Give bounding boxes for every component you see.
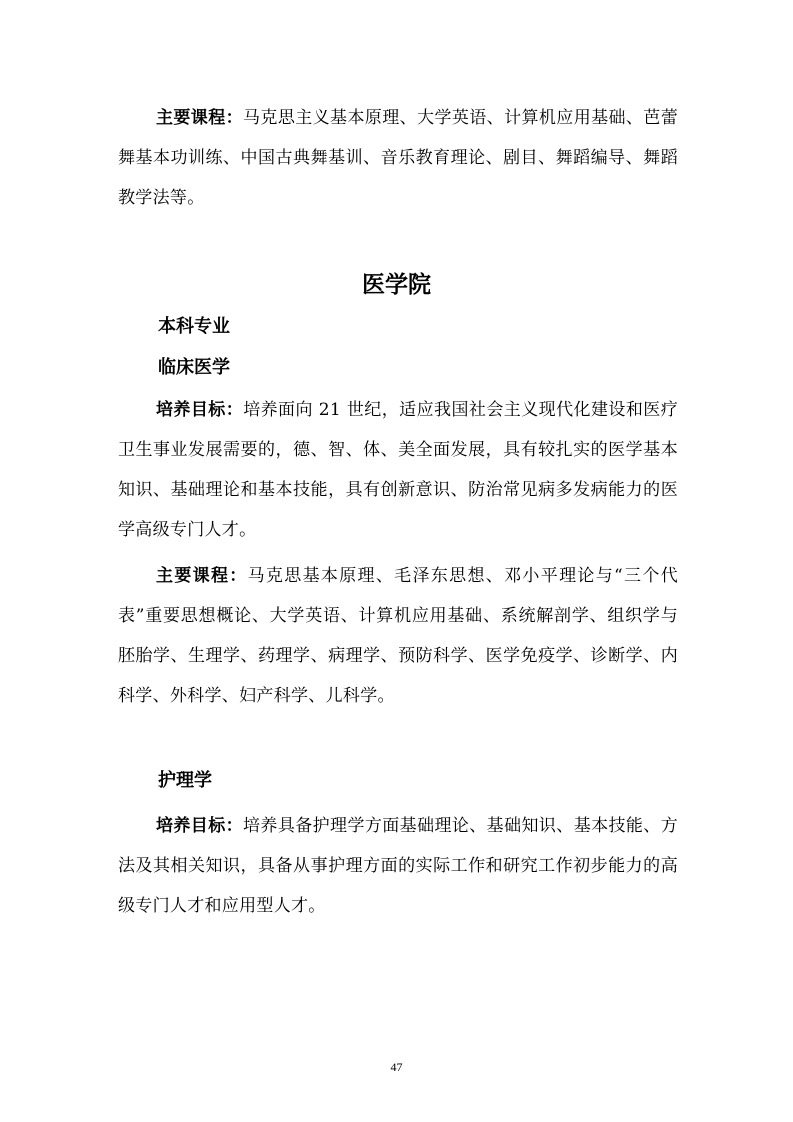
clinical-medicine-courses-label: 主要课程： xyxy=(156,566,248,586)
intro-courses-label: 主要课程： xyxy=(156,108,244,128)
nursing-goal-label: 培养目标： xyxy=(156,816,244,836)
clinical-medicine-courses-text xyxy=(118,556,678,716)
clinical-medicine-goal-text xyxy=(118,390,678,550)
major-heading-clinical-medicine: 临床医学 xyxy=(158,357,230,378)
clinical-medicine-goal-label: 培养目标： xyxy=(156,400,244,420)
major-heading-nursing: 护理学 xyxy=(158,770,212,791)
page-number: 47 xyxy=(390,1060,403,1074)
nursing-goal-text xyxy=(118,806,678,926)
clinical-medicine-goal-paragraph xyxy=(118,390,678,550)
clinical-medicine-courses-content: 马克思基本原理、毛泽东思想、邓小平理论与“三个代表”重要思想概论、大学英语、计算机应用基础、系统解剖学、组织学与胚胎学、生理学、药理学、病理学、预防科学、医学免疫学、诊断学、内科学、外科学、妇产科学、儿科学。 xyxy=(118,566,678,706)
intro-courses-text xyxy=(118,98,678,218)
section-title: 医学院 xyxy=(362,272,431,298)
nursing-goal-content: 培养具备护理学方面基础理论、基础知识、基本技能、方法及其相关知识，具备从事护理方面的实际工作和研究工作初步能力的高级专门人才和应用型人才。 xyxy=(118,816,679,916)
clinical-medicine-courses-paragraph xyxy=(118,556,678,716)
intro-courses-paragraph xyxy=(118,98,678,218)
intro-courses-content: 马克思主义基本原理、大学英语、计算机应用基础、芭蕾舞基本功训练、中国古典舞基训、音乐教育理论、剧目、舞蹈编导、舞蹈教学法等。 xyxy=(118,108,679,208)
nursing-goal-paragraph xyxy=(118,806,678,926)
category-heading: 本科专业 xyxy=(158,316,230,337)
clinical-medicine-goal-content: 培养面向 21 世纪，适应我国社会主义现代化建设和医疗卫生事业发展需要的，德、智、体、美全面发展，具有较扎实的医学基本知识、基础理论和基本技能，具有创新意识、防治常见病多发病能力的医学高级专门人才。 xyxy=(118,400,678,540)
